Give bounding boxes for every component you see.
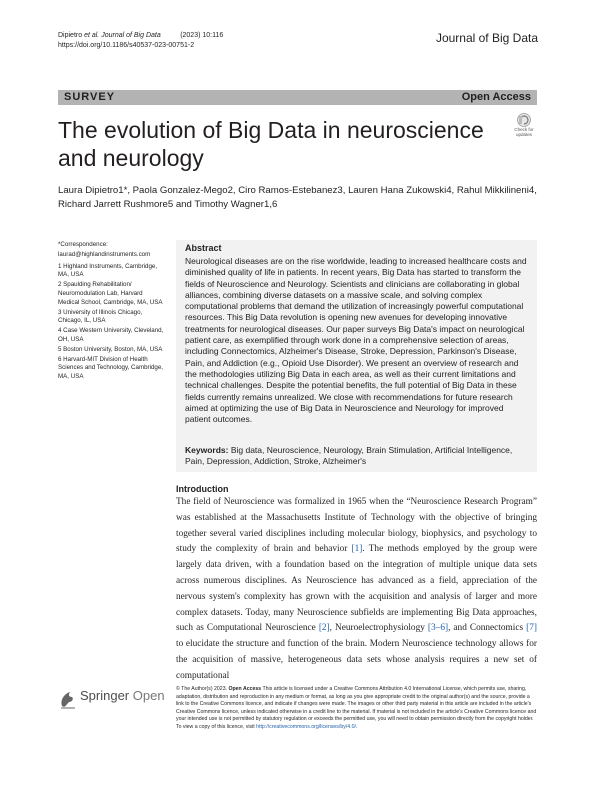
affiliation-item: 6 Harvard-MIT Division of Health Sciences and Technology, Cambridge, MA, USA bbox=[58, 355, 164, 381]
license-end: . bbox=[355, 723, 358, 730]
check-for-updates-badge[interactable] bbox=[509, 112, 539, 138]
citation-link[interactable]: [1] bbox=[351, 544, 363, 555]
citation-link[interactable]: [2] bbox=[318, 623, 330, 634]
affiliation-item: 1 Highland Instruments, Cambridge, MA, USA bbox=[58, 262, 158, 279]
header-author: Dipietro bbox=[58, 32, 85, 39]
license-copyright: © The Author(s) 2023. bbox=[176, 686, 229, 692]
logo-open: Open bbox=[132, 688, 165, 703]
article-type-label: SURVEY bbox=[64, 91, 116, 103]
abstract-text: Neurological diseases are on the rise worldwide, leading to increased healthcare costs and diminished quality of life in patients. In recent years, Big Data has started to transform the fields of Neuroscience and Neurology. Scientists and clinicians are collaborating in global alliances, combining diverse datasets on a massive scale, and solving complex computational problems that demand the utilization of increasingly powerful computational resources. This Big Data revolution is opening new avenues for developing innovative treatments for neurological diseases. Our paper surveys Big Data's impact on neurological patient care, as exemplified through work done in a comprehensive selection of areas, including Connectomics, Alzheimer's Disease, Stroke, Depression, Parkinson's Disease, Pain, and Addiction (e.g., Opioid Use Disorder). We present an overview of research and the methodologies utilizing Big Data in each area, as well as their current limitations and technical challenges. Despite the potential benefits, the full potential of Big Data in these fields currently remains unrealized. We close with recommendations for future research aimed at optimizing the use of Big Data in Neuroscience and Neurology for improved patient outcomes. bbox=[185, 256, 527, 425]
keywords-list: Big data, Neuroscience, Neurology, Brain Stimulation, Artificial Intelligence, Pain, Depression, Addiction, Stroke, Alzheimer's bbox=[185, 445, 513, 467]
affiliation-item: 3 University of Illinois Chicago, Chicago, IL, USA bbox=[58, 308, 143, 325]
doi-link[interactable]: https://doi.org/10.1186/s40537-023-00751-2 bbox=[58, 42, 195, 49]
header-journal-citation: et al. Journal of Big Data bbox=[84, 32, 161, 39]
affiliation-item: 4 Case Western University, Cleveland, OH, USA bbox=[58, 327, 164, 343]
springer-open-wordmark bbox=[80, 688, 165, 703]
keywords-label: Keywords: bbox=[185, 445, 229, 455]
keywords bbox=[185, 445, 531, 468]
check-updates-line2: updates bbox=[515, 132, 532, 137]
license-text: This article is licensed under a Creative Commons Attribution 4.0 International License, which permits use, sharing, adaptation, distribution and reproduction in any medium or format, as long as you give appropriate credit to the original author(s) and the source, provide a link to the Creative Commons licence, and indicate if changes were made. The images or other third party material in this article are included in the article's Creative Commons licence, unless indicated otherwise in a credit line to the material. If material is not included in the article's Creative Commons licence and your intended use is not permitted by statutory regulation or exceeds the permitted use, you will need to obtain permission directly from the copyright holder. To view a copy of this licence, visit bbox=[176, 686, 537, 730]
citation-link[interactable]: [3–6] bbox=[427, 623, 449, 634]
correspondence-email[interactable]: laurad@highlandinstruments.com bbox=[58, 250, 151, 258]
license-notice bbox=[176, 686, 537, 732]
introduction-paragraph bbox=[176, 495, 537, 685]
affiliation-item: 2 Spaulding Rehabilitation/ Neuromodulation Lab, Harvard Medical School, Cambridge, MA, USA bbox=[58, 281, 163, 306]
intro-text: , Neuroelectrophysiology bbox=[329, 623, 428, 634]
intro-text: to elucidate the structure and function of the brain. Modern Neuroscience technology allows for the acquisition of massive, heterogeneous data sets whose analysis requires a new set of computational bbox=[176, 639, 537, 681]
license-link[interactable]: http://creativecommons.org/licenses/by/4.0/ bbox=[256, 723, 356, 730]
author-list: Laura Dipietro1*, Paola Gonzalez‑Mego2, Ciro Ramos‑Estebanez3, Lauren Hana Zukowski4, Rahul Mikkilineni4, Richard Jarrett Rushmore5 and Timothy Wagner1,6 bbox=[58, 185, 537, 210]
correspondence-label: *Correspondence: bbox=[58, 241, 108, 248]
open-access-label: Open Access bbox=[461, 91, 531, 103]
affiliation-item: 5 Boston University, Boston, MA, USA bbox=[58, 345, 163, 353]
intro-text: . The methods employed by the group were largely data driven, with a foundation based on the integration of multiple unique data sets across numerous disciplines. As Neuroscience has advanced as a field, appreciation of the nervous system's complexity has grown with the acquisition and analysis of larger and more complex datasets. Today, many Neuroscience subfields are implementing Big Data approaches, such as Computational Neuroscience bbox=[176, 544, 537, 634]
check-updates-line1: Check for bbox=[514, 127, 534, 132]
springer-horse-icon bbox=[58, 688, 78, 710]
article-title: The evolution of Big Data in neuroscience and neurology bbox=[58, 117, 484, 171]
intro-text: , and Connectomics bbox=[448, 623, 527, 634]
intro-text: The field of Neuroscience was formalized in 1965 when the “Neuroscience Research Program” was established at the Massachusetts Institute of Technology with the objective of bringing together several varied disciplines including molecular biology, biophysics, and psychology to study the complexity of brain and behavior bbox=[176, 497, 537, 555]
journal-name: Journal of Big Data bbox=[435, 31, 538, 45]
logo-springer: Springer bbox=[80, 688, 130, 703]
section-heading-introduction: Introduction bbox=[176, 484, 229, 494]
citation-link[interactable]: [7] bbox=[526, 623, 537, 634]
affiliations bbox=[58, 241, 164, 383]
license-open-access: Open Access bbox=[228, 686, 262, 692]
header-year-volume: (2023) 10:116 bbox=[180, 32, 224, 39]
abstract-heading: Abstract bbox=[185, 243, 222, 253]
running-header bbox=[58, 31, 223, 51]
